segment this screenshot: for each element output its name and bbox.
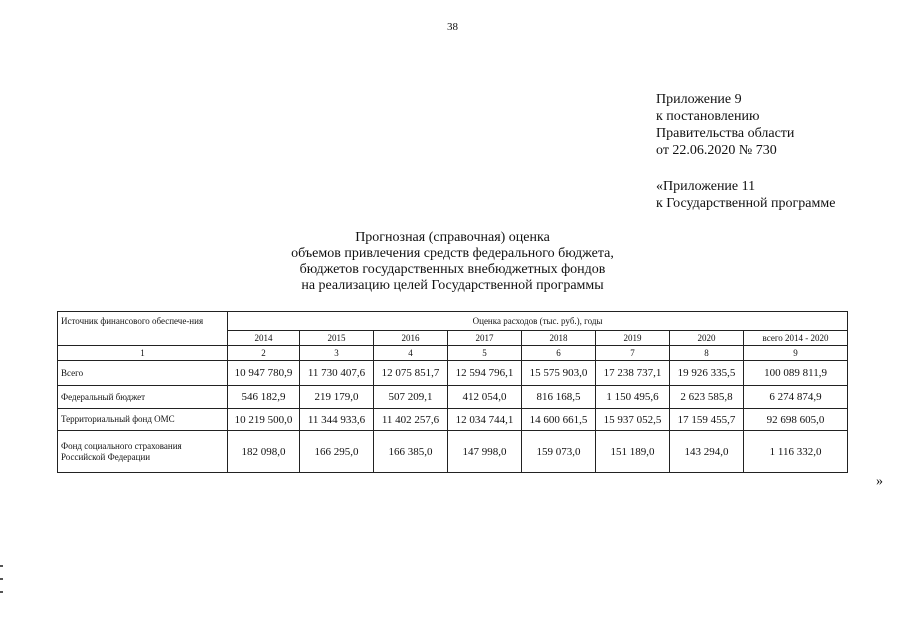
- table-cell: 12 034 744,1: [448, 409, 522, 431]
- row-source: Фонд социального страхования Российской Федерации: [58, 431, 228, 473]
- table-cell: 182 098,0: [228, 431, 300, 473]
- scan-edge-mark: [0, 591, 3, 593]
- table-cell: 166 295,0: [300, 431, 374, 473]
- table-cell: 11 730 407,6: [300, 361, 374, 386]
- table-row: [58, 386, 848, 409]
- table-cell: 15 575 903,0: [522, 361, 596, 386]
- year-header: 2017: [448, 331, 522, 346]
- row-source: Всего: [58, 361, 228, 386]
- table-cell: 507 209,1: [374, 386, 448, 409]
- scan-edge-mark: [0, 578, 3, 580]
- table-cell: 412 054,0: [448, 386, 522, 409]
- table-cell: 219 179,0: [300, 386, 374, 409]
- row-source: Федеральный бюджет: [58, 386, 228, 409]
- estimate-header: Оценка расходов (тыс. руб.), годы: [228, 312, 848, 331]
- table-cell: 19 926 335,5: [670, 361, 744, 386]
- table-cell: 100 089 811,9: [744, 361, 848, 386]
- column-numbers-row: [58, 346, 848, 361]
- column-number: 9: [744, 346, 848, 361]
- table-cell: 143 294,0: [670, 431, 744, 473]
- table-cell: 1 150 495,6: [596, 386, 670, 409]
- column-number: 5: [448, 346, 522, 361]
- column-number: 7: [596, 346, 670, 361]
- title-line: на реализацию целей Государственной программы: [301, 278, 604, 293]
- table-cell: 2 623 585,8: [670, 386, 744, 409]
- title-line: бюджетов государственных внебюджетных фондов: [299, 262, 606, 277]
- year-header: 2014: [228, 331, 300, 346]
- year-header: 2019: [596, 331, 670, 346]
- appendix-line: к постановлению: [656, 109, 760, 124]
- table-cell: 6 274 874,9: [744, 386, 848, 409]
- inner-appendix-line: к Государственной программе: [656, 196, 836, 211]
- scan-edge-mark: [0, 565, 3, 567]
- document-title: [0, 230, 905, 294]
- source-column-header: Источник финансового обеспече-ния: [58, 312, 228, 346]
- year-header: 2018: [522, 331, 596, 346]
- table-cell: 816 168,5: [522, 386, 596, 409]
- table-cell: 17 159 455,7: [670, 409, 744, 431]
- row-source: Территориальный фонд ОМС: [58, 409, 228, 431]
- table-cell: 1 116 332,0: [744, 431, 848, 473]
- year-header: 2016: [374, 331, 448, 346]
- table-cell: 17 238 737,1: [596, 361, 670, 386]
- title-line: Прогнозная (справочная) оценка: [355, 230, 550, 245]
- column-number: 4: [374, 346, 448, 361]
- table-cell: 166 385,0: [374, 431, 448, 473]
- table-cell: 147 998,0: [448, 431, 522, 473]
- table-cell: 10 947 780,9: [228, 361, 300, 386]
- column-number: 2: [228, 346, 300, 361]
- appendix-line: от 22.06.2020 № 730: [656, 143, 777, 158]
- table-cell: 11 402 257,6: [374, 409, 448, 431]
- table-row: [58, 409, 848, 431]
- table-row: [58, 431, 848, 473]
- table-cell: 14 600 661,5: [522, 409, 596, 431]
- table-cell: 159 073,0: [522, 431, 596, 473]
- appendix-line: Приложение 9: [656, 92, 742, 107]
- column-number: 8: [670, 346, 744, 361]
- total-header: всего 2014 - 2020: [744, 331, 848, 346]
- year-header: 2015: [300, 331, 374, 346]
- table-cell: 12 594 796,1: [448, 361, 522, 386]
- table-row: [58, 361, 848, 386]
- column-number: 1: [58, 346, 228, 361]
- table-cell: 546 182,9: [228, 386, 300, 409]
- appendix-block: [656, 91, 835, 212]
- table-cell: 12 075 851,7: [374, 361, 448, 386]
- closing-quote-mark: »: [876, 474, 883, 489]
- column-number: 3: [300, 346, 374, 361]
- table-cell: 15 937 052,5: [596, 409, 670, 431]
- column-number: 6: [522, 346, 596, 361]
- table-cell: 11 344 933,6: [300, 409, 374, 431]
- title-line: объемов привлечения средств федерального бюджета,: [291, 246, 614, 261]
- table-cell: 151 189,0: [596, 431, 670, 473]
- table-cell: 92 698 605,0: [744, 409, 848, 431]
- appendix-line: Правительства области: [656, 126, 795, 141]
- budget-table: [57, 311, 848, 473]
- inner-appendix-line: «Приложение 11: [656, 179, 756, 194]
- year-header: 2020: [670, 331, 744, 346]
- page-number: 38: [447, 21, 458, 33]
- table-cell: 10 219 500,0: [228, 409, 300, 431]
